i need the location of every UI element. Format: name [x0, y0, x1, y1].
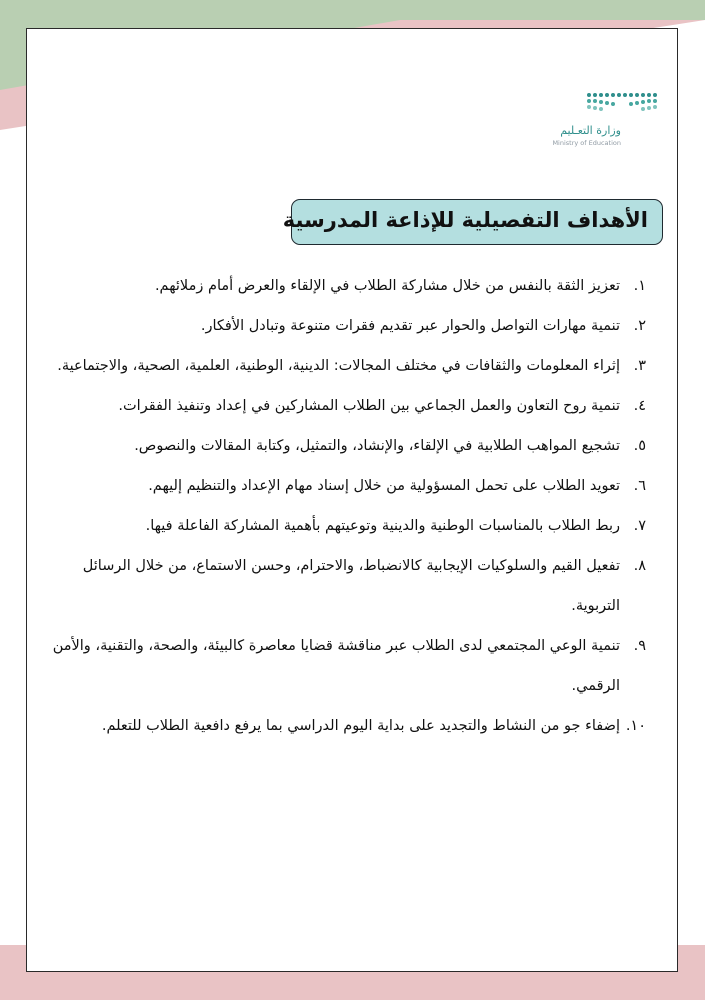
goal-number: ٩. — [633, 638, 646, 654]
goal-number: ٤. — [633, 398, 646, 414]
goal-item — [40, 506, 646, 546]
ministry-name-arabic: وزارة التعـليم — [560, 124, 621, 137]
goal-number: ٢. — [633, 318, 646, 334]
goal-item — [40, 426, 646, 466]
goal-text: تنمية مهارات التواصل والحوار عبر تقديم فقرات متنوعة وتبادل الأفكار. — [200, 318, 620, 334]
goals-list — [40, 266, 646, 746]
goal-item — [40, 346, 646, 386]
goal-number: ١٠. — [625, 718, 646, 734]
goal-item — [40, 386, 646, 426]
goal-text: تعويد الطلاب على تحمل المسؤولية من خلال إسناد مهام الإعداد والتنظيم إليهم. — [148, 478, 620, 494]
goal-item — [40, 306, 646, 346]
goal-text: تنمية الوعي المجتمعي لدى الطلاب عبر مناقشة قضايا معاصرة كالبيئة، والصحة، والتقنية، والأمن الرقمي. — [52, 638, 620, 694]
goal-number: ٨. — [633, 558, 646, 574]
goal-text: تنمية روح التعاون والعمل الجماعي بين الطلاب المشاركين في إعداد وتنفيذ الفقرات. — [118, 398, 620, 414]
goal-number: ٧. — [633, 518, 646, 534]
goal-text: إثراء المعلومات والثقافات في مختلف المجالات: الدينية، الوطنية، العلمية، الصحية، والاجتماعية. — [57, 358, 620, 374]
goal-number: ٥. — [633, 438, 646, 454]
goal-number: ٣. — [633, 358, 646, 374]
goal-text: تعزيز الثقة بالنفس من خلال مشاركة الطلاب في الإلقاء والعرض أمام زملائهم. — [154, 278, 620, 294]
goal-item — [40, 626, 646, 706]
goal-item — [40, 466, 646, 506]
goal-text: إضفاء جو من النشاط والتجديد على بداية اليوم الدراسي بما يرفع دافعية الطلاب للتعلم. — [101, 718, 620, 734]
page-title: الأهداف التفصيلية للإذاعة المدرسية — [282, 208, 648, 232]
goal-text: تشجيع المواهب الطلابية في الإلقاء، والإنشاد، والتمثيل، وكتابة المقالات والنصوص. — [134, 438, 620, 454]
goal-item — [40, 546, 646, 626]
goal-item — [40, 266, 646, 306]
ministry-name-english: Ministry of Education — [552, 139, 621, 147]
title-box — [282, 199, 663, 245]
goal-text: تفعيل القيم والسلوكيات الإيجابية كالانضباط، والاحترام، وحسن الاستماع، من خلال الرسائل التربوية. — [82, 558, 620, 614]
goal-item — [40, 706, 646, 746]
goal-number: ١. — [633, 278, 646, 294]
goal-text: ربط الطلاب بالمناسبات الوطنية والدينية وتوعيتهم بأهمية المشاركة الفاعلة فيها. — [145, 518, 620, 534]
goal-number: ٦. — [633, 478, 646, 494]
